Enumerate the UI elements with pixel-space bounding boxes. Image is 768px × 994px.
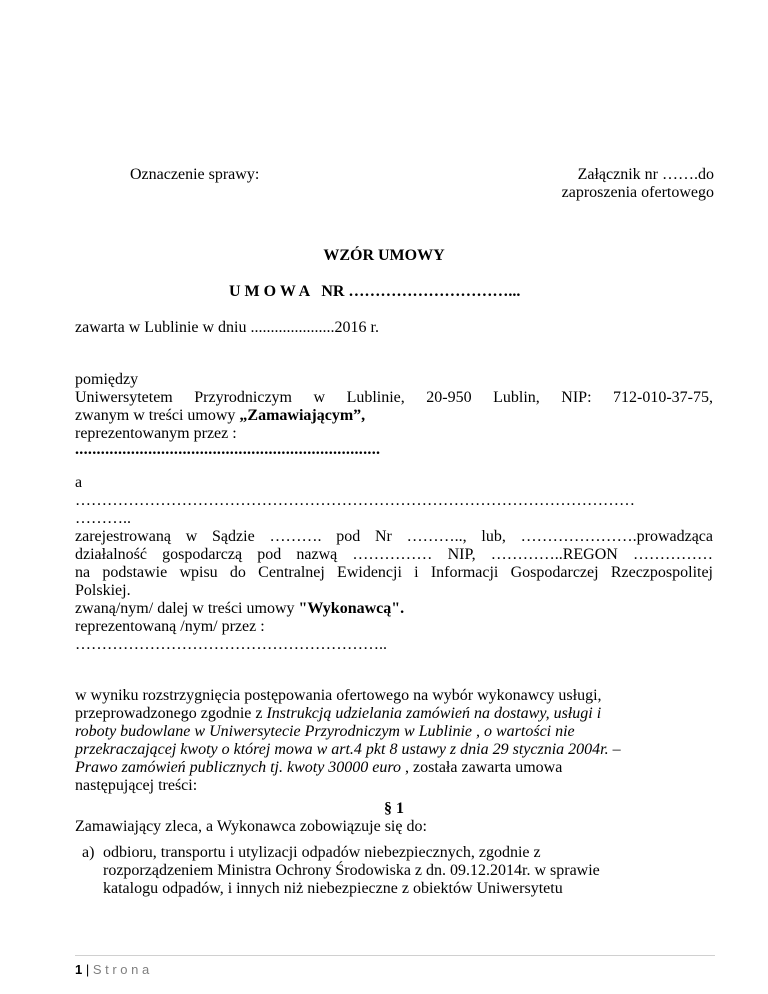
party1-role-name: „Zamawiającym”,	[239, 407, 366, 424]
list-item-line-3: katalogu odpadów, i innych niż niebezpieczne z obiektów Uniwersytetu	[103, 880, 563, 897]
law-reference: Prawo zamówień publicznych tj. kwoty 30000 euro	[75, 759, 402, 776]
result-line-3: roboty budowlane w Uniwersytecie Przyrodniczym w Lublinie , o wartości nie	[75, 723, 575, 740]
party2-represented-line: reprezentowaną /nym/ przez :	[75, 618, 265, 635]
page-word: S t r o n a	[92, 962, 150, 977]
case-reference-label: Oznaczenie sprawy:	[130, 166, 260, 183]
party1-name-line: Uniwersytetem Przyrodniczym w Lublinie, 20-950 Lublin, NIP: 712-010-37-75,	[75, 389, 713, 406]
section-intro: Zamawiający zleca, a Wykonawca zobowiązuje się do:	[75, 818, 427, 835]
party1-role-text: zwanym w treści umowy	[75, 407, 240, 424]
footer-rule	[75, 955, 715, 956]
result-line-4: przekraczającej kwoty o której mowa w art.4 pkt 8 ustawy z dnia 29 stycznia 2004r. –	[75, 741, 621, 758]
list-item-line-2: rozporządzeniem Ministra Ochrony Środowiska z dn. 09.12.2014r. w sprawie	[103, 862, 600, 879]
result-line-2-text: przeprowadzonego zgodnie z	[75, 705, 267, 722]
attachment-note	[562, 166, 714, 202]
document-title: WZÓR UMOWY	[323, 247, 445, 264]
party2-role-text: zwaną/nym/ dalej w treści umowy	[75, 600, 299, 617]
page-number: 1	[75, 962, 83, 977]
party2-name-dots-cont: ………..	[75, 510, 131, 527]
list-item-marker: a)	[82, 844, 95, 861]
footer-separator: |	[82, 962, 93, 977]
contract-number-title: U M O W A NR …………………………...	[229, 283, 521, 300]
party2-business-line: działalność gospodarczą pod nazwą …………… NIP, …………..REGON ……………	[75, 546, 713, 563]
party2-role-line	[75, 600, 713, 618]
party2-role-name: "Wykonawcą".	[298, 600, 405, 617]
party2-registration-line: zarejestrowaną w Sądzie ………. pod Nr ……….., lub, ………………….prowadząca	[75, 528, 713, 545]
party1-representative-dots: .......................................................................	[75, 441, 381, 458]
result-line-5-text: , została zawarta umowa	[401, 759, 563, 776]
page-footer	[75, 961, 149, 979]
party2-register-line: na podstawie wpisu do Centralnej Ewidencji i Informacji Gospodarczej Rzeczpospolitej	[75, 564, 713, 581]
and-word: a	[75, 474, 83, 491]
between-word: pomiędzy	[75, 371, 139, 388]
attachment-line-1: Załącznik nr …….do	[577, 166, 714, 183]
party1-represented-line: reprezentowanym przez :	[75, 425, 237, 442]
result-line-6: następującej treści:	[75, 777, 198, 794]
section-mark: § 1	[384, 800, 404, 817]
result-line-1: w wyniku rozstrzygnięcia postępowania ofertowego na wybór wykonawcy usługi,	[75, 687, 602, 704]
instruction-title: Instrukcją udzielania zamówień na dostawy, usługi i	[266, 705, 602, 722]
result-line-5	[75, 759, 713, 777]
concluded-line: zawarta w Lublinie w dniu .....................2016 r.	[75, 319, 379, 336]
party2-register-line-cont: Polskiej.	[75, 582, 131, 599]
result-line-2	[75, 705, 713, 723]
list-item-line-1: odbioru, transportu i utylizacji odpadów niebezpiecznych, zgodnie z	[103, 844, 541, 861]
attachment-line-2: zaproszenia ofertowego	[561, 184, 714, 201]
party2-name-dots: ……………………………………………………………………………………………	[75, 492, 635, 509]
party1-role-line	[75, 407, 713, 425]
party2-representative-dots: …………………………………………………..	[75, 636, 387, 653]
